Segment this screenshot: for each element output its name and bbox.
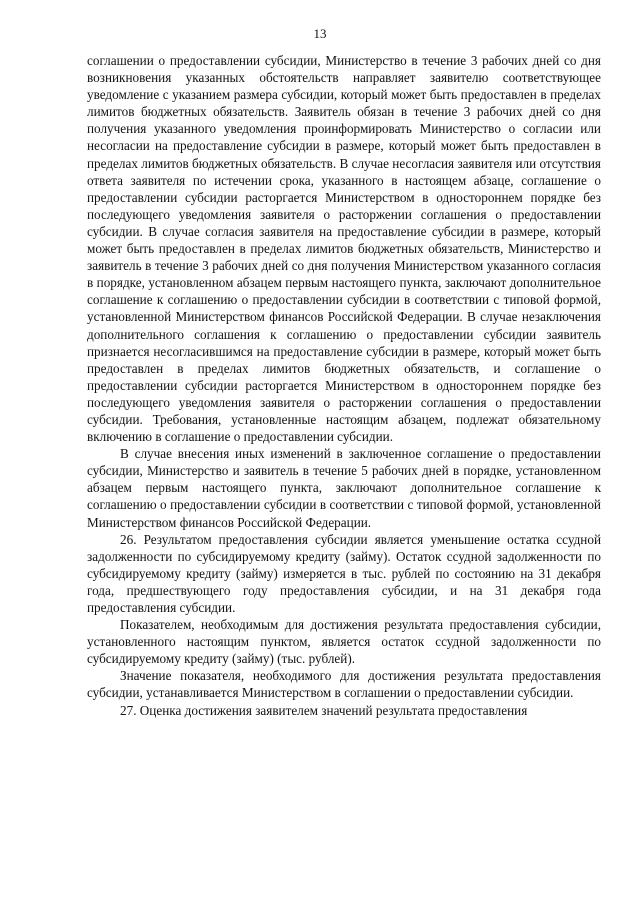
paragraph: Значение показателя, необходимого для достижения результата предоставления субсидии, устанавливается Министерством в соглашении о предоставлении субсидии. (87, 668, 601, 701)
paragraph: Показателем, необходимым для достижения результата предоставления субсидии, установленного настоящим пунктом, является остаток ссудной задолженности по субсидируемому кредиту (займу) (тыс. рублей). (87, 617, 601, 667)
document-body (87, 52, 601, 719)
paragraph: 26. Результатом предоставления субсидии является уменьшение остатка ссудной задолженности по субсидируемому кредиту (займу). Остаток ссудной задолженности по субсидируемому кредиту (займу) измеряется в тыс. рублей по состоянию на 31 декабря года, предшествующего году предоставления субсидии, и на 31 декабря года предоставления субсидии. (87, 531, 601, 615)
page-number: 13 (313, 26, 327, 41)
paragraph: соглашении о предоставлении субсидии, Министерство в течение 3 рабочих дней со дня возникновения указанных обстоятельств направляет заявителю соответствующее уведомление с указанием размера субсидии, который может быть предоставлен в пределах лимитов бюджетных обязательств. Заявитель обязан в течение 3 рабочих дней со дня получения указанного уведомления проинформировать Министерство о согласии или несогласии на предоставление субсидии в размере, который может быть предоставлен в пределах лимитов бюджетных обязательств. В случае несогласия заявителя или отсутствия ответа заявителя по истечении срока, указанного в настоящем абзаце, соглашение о предоставлении субсидии расторгается Министерством в одностороннем порядке без последующего уведомления заявителя о расторжении соглашения о предоставлении субсидии. В случае согласия заявителя на предоставление субсидии в размере, который может быть предоставлен в пределах лимитов бюджетных обязательств, Министерство и заявитель в течение 3 рабочих дней со дня получения Министерством указанного согласия в порядке, установленном абзацем первым настоящего пункта, заключают дополнительное соглашение к соглашению о предоставлении субсидии в соответствии с типовой формой, установленной Министерством финансов Российской Федерации. В случае незаключения дополнительного соглашения к соглашению о предоставлении субсидии заявитель признается несогласившимся на предоставление субсидии в размере, который может быть предоставлен в пределах лимитов бюджетных обязательств, и соглашение о предоставлении субсидии расторгается Министерством в одностороннем порядке без последующего уведомления заявителя о расторжении соглашения о предоставлении субсидии. Требования, установленные настоящим абзацем, подлежат обязательному включению в соглашение о предоставлении субсидии. (87, 53, 601, 445)
paragraph: 27. Оценка достижения заявителем значений результата предоставления (120, 702, 528, 718)
paragraph: В случае внесения иных изменений в заключенное соглашение о предоставлении субсидии, Министерство и заявитель в течение 5 рабочих дней в порядке, установленном абзацем первым настоящего пункта, заключают дополнительное соглашение к соглашению о предоставлении субсидии в соответствии с типовой формой, установленной Министерством финансов Российской Федерации. (87, 446, 601, 530)
